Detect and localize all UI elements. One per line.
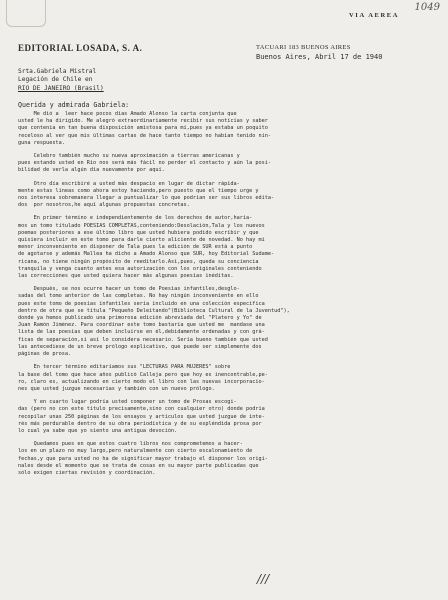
text-line: En primer término e independientemente de los derechos de autor,haría-: [18, 215, 253, 222]
text-line: Y en cuarto lugar podría usted componer un tomo de Prosas escogi-: [18, 399, 237, 406]
text-line: ficas de separación,si así lo considera necesario. Sería bueno también que usted: [18, 336, 268, 343]
recipient-office: Legación de Chile en: [18, 76, 93, 84]
text-line: la base del tomo que hace años publicó Calleja pero que hoy es inencontrable,pe-: [18, 371, 268, 378]
text-line: quisiera incluir en este tomo para darle cierto aliciente de novedad. No hay mi: [18, 237, 265, 244]
text-line: donde ya hemos publicado una primorosa edición abreviada del "Platero y Yo" de: [18, 315, 262, 322]
via-aerea-label: VIA AEREA: [349, 12, 399, 19]
archive-number: 1049: [414, 2, 440, 13]
text-line: las correcciones que usted quiera hacer más algunas poesías inéditas.: [18, 273, 234, 280]
text-line: Celebro también mucho su nueva aproximación a tierras americanas y: [18, 153, 240, 160]
paragraph: [18, 111, 436, 147]
text-line: mente estas líneas como ahora estoy haciendo,pero puesto que el tiempo urge y: [18, 187, 259, 194]
text-line: poemas posteriores a ese último libro que usted hubiera podido escribir y que: [18, 229, 259, 236]
text-line: usted le ha dirigido. Me alegró extraordinariamente recibir sus noticias y saber: [18, 118, 268, 125]
text-line: recopilar unas 250 páginas de los ensayos y artículos que usted juzgue de inte-: [18, 413, 265, 420]
text-line: lista de las poesías que deben incluirse en él,debidamente ordenadas y con grá-: [18, 329, 265, 336]
text-line: tranquila y venga cuanto antes esa autorización con los originales conteniendo: [18, 265, 262, 272]
paragraph: [18, 181, 436, 210]
text-line: de agotarse y además Mallea ha dicho a Amado Alonso que SUR, hoy Editorial Sudame-: [18, 251, 275, 258]
text-line: fechas,y que para usted no ha de significar mayor trabajo el disponer los origi-: [18, 455, 268, 462]
paragraph: [18, 441, 436, 477]
letter-body: [18, 111, 436, 483]
text-line: que contenía en tan buena disposición amistosa para mí,pues ya estaba un poquito: [18, 125, 268, 132]
text-line: Después, se nos ocurre hacer un tomo de Poesías infantiles,desglo-: [18, 286, 240, 293]
text-line: mos un tomo titulado POESÍAS COMPLETAS,conteniendo:Desolación,Tala y los nuevos: [18, 222, 265, 229]
letter-date: Buenos Aires, Abril 17 de 1940: [256, 53, 383, 61]
text-line: En tercer término editaríamos sus "LECTURAS PARA MUJERES" sobre: [18, 364, 231, 371]
text-line: menor inconveniente en disponer de Tala pues la edición de SUR está a punto: [18, 244, 253, 251]
text-line: páginas de prosa.: [18, 351, 72, 358]
paragraph: [18, 153, 436, 175]
text-line: dentro de otra que se titula "Pequeño Deleitando"(Biblioteca Cultural de la Juventud"),: [18, 307, 290, 314]
salutation: Querida y admirada Gabriela:: [18, 101, 130, 109]
paragraph: [18, 364, 436, 393]
text-line: Juan Ramón Jiménez. Para coordinar este tomo bastaría que usted me mandase una: [18, 322, 265, 329]
text-line: nales desde el momento que se trata de cosas en su mayor parte publicadas que: [18, 462, 259, 469]
recipient-block: [18, 68, 104, 93]
paragraph: [18, 399, 436, 435]
text-line: Otro día escribiré a usted más despacio en lugar de dictar rápida-: [18, 180, 240, 187]
text-line: pues este tomo de poesías infantiles sería incluído en una colección específica: [18, 300, 265, 307]
text-line: nes que usted juzgue necesarias y también con un nuevo prólogo.: [18, 385, 215, 392]
text-line: ricana, no tiene ningún propósito de reeditarlo.Así,pues, queda su conciencia: [18, 258, 259, 265]
text-line: das (pero no con este título precisamente,sino con cualquier otro) donde podría: [18, 406, 265, 413]
text-line: las antecediese de un breve prólogo explicativo, que puede ser simplemente dos: [18, 343, 262, 350]
text-line: Me dió a leer hace pocos días Amado Alonso la carta conjunta que: [18, 111, 237, 117]
text-line: lo cual ya sabe que yo siento una antigua devoción.: [18, 427, 178, 434]
text-line: rés más perdurable dentro de su obra periodística y de su espléndida prosa por: [18, 420, 262, 427]
text-line: guna respuesta.: [18, 139, 65, 146]
text-line: Quedamos pues en que estos cuatro libros nos comprometemos a hacer-: [18, 441, 243, 448]
publisher-name: EDITORIAL LOSADA, S. A.: [18, 43, 143, 53]
paragraph: [18, 215, 436, 280]
recipient-city: RIO DE JANEIRO (Brasil): [18, 84, 104, 92]
text-line: dos por nosotros,he aquí algunas propuestas concretas.: [18, 202, 190, 209]
text-line: bilidad de verla algún día nuevamente por aquí.: [18, 167, 165, 174]
stamp-mark: [6, 0, 46, 27]
text-line: sólo exigen ciertas revisión y coordinación.: [18, 469, 156, 476]
text-line: pues estando usted en Río nos será más fácil no perder el contacto y aún la posi-: [18, 160, 271, 167]
text-line: los en un plazo no muy largo,pero naturalmente con cierto escalonamiento de: [18, 448, 253, 455]
text-line: nos interesa sobremanera llegar a puntualizar lo que podrían ser sus libros edita-: [18, 195, 275, 202]
text-line: ro, claro es, actualizando en cierto modo el libro con las nuevas incorporacio-: [18, 378, 265, 385]
recipient-name: Srta.Gabriela Mistral: [18, 68, 97, 75]
text-line: receloso al ver que mis últimas cartas de hace tanto tiempo no habían tenido nin-: [18, 132, 271, 139]
text-line: sadas del tomo anterior de las completas. No hay ningún inconveniente en ello: [18, 293, 259, 300]
paragraph: [18, 286, 436, 358]
handwritten-initials: ///: [257, 572, 270, 586]
publisher-address: TACUARI 183 BUENOS AIRES: [256, 44, 351, 51]
